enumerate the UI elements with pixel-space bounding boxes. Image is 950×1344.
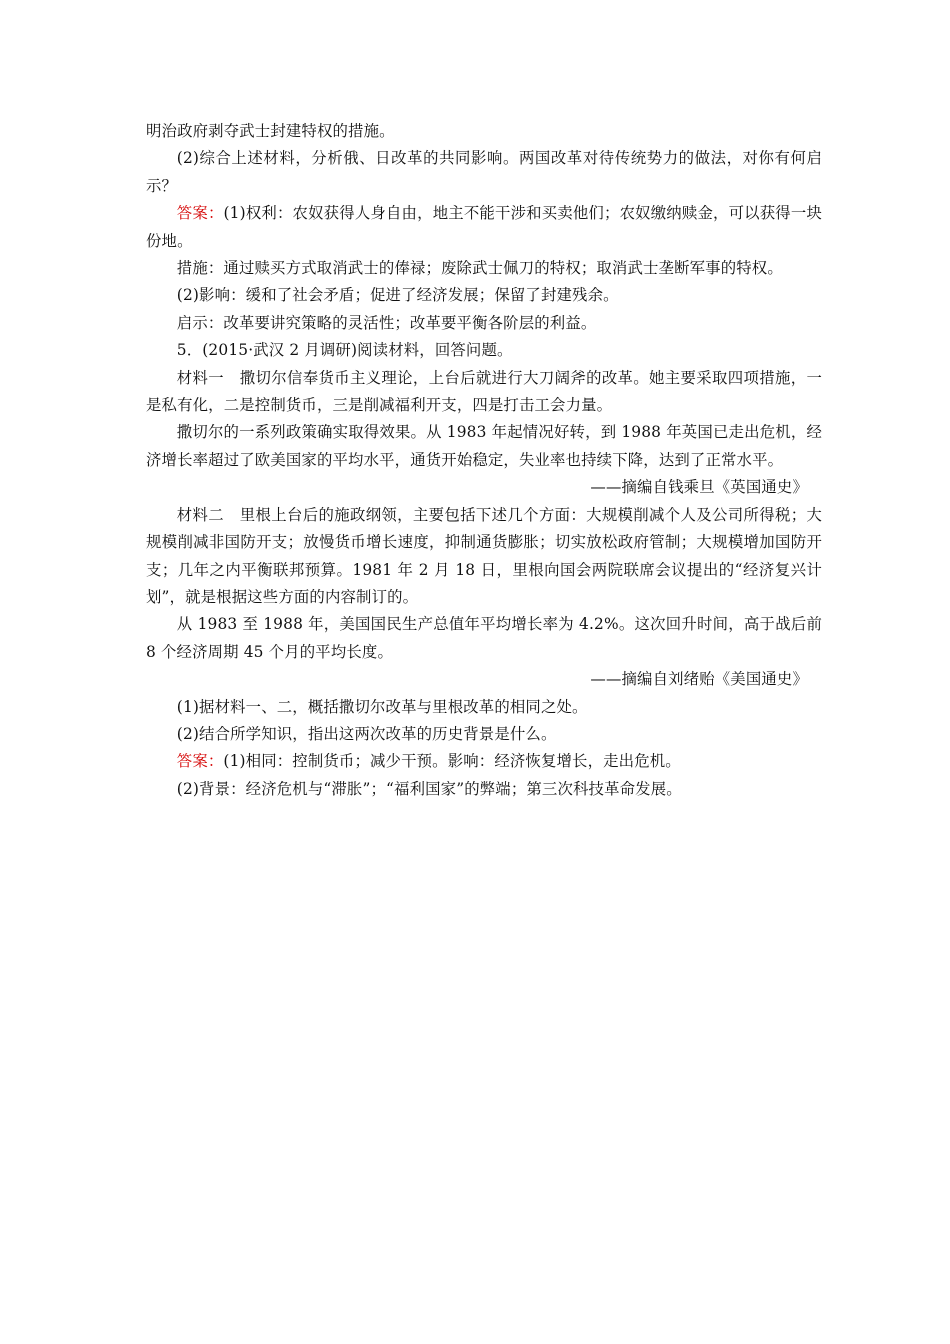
answer-inspiration: 启示：改革要讲究策略的灵活性；改革要平衡各阶层的利益。 [176,313,597,332]
answer-paragraph-2 [146,748,822,775]
answer-label: 答案： [176,752,224,771]
answer-paragraph-1 [146,200,822,255]
answer-measures: 措施：通过赎买方式取消武士的俸禄；废除武士佩刀的特权；取消武士垄断军事的特权。 [176,259,783,278]
document-body [146,118,822,803]
answer-background: (2)背景：经济危机与“滞胀”；“福利国家”的弊端；第三次科技革命发展。 [176,779,682,798]
material-1-continued: 撒切尔的一系列政策确实取得效果。从 1983 年起情况好转，到 1988 年英国已走出危机，经济增长率超过了欧美国家的平均水平，通货开始稳定，失业率也持续下降，达到了正常水平。 [146,423,822,469]
source-citation-1: ——摘编自钱乘旦《英国通史》 [590,478,808,497]
material-1: 材料一 撒切尔信奉货币主义理论，上台后就进行大刀阔斧的改革。她主要采取四项措施，一是私有化，二是控制货币，三是削减福利开支，四是打击工会力量。 [146,368,822,415]
question-5-heading: 5．(2015·武汉 2 月调研)阅读材料，回答问题。 [176,341,513,360]
question-5-1: (1)据材料一、二，概括撒切尔改革与里根改革的相同之处。 [176,697,588,716]
question-2: (2)综合上述材料，分析俄、日改革的共同影响。两国改革对待传统势力的做法，对你有何启示？ [146,149,822,195]
answer-impact: (2)影响：缓和了社会矛盾；促进了经济发展；保留了封建残余。 [176,286,619,305]
paragraph-continuation: 明治政府剥夺武士封建特权的措施。 [146,122,395,140]
answer-label: 答案： [176,204,224,223]
answer-text: (1)权利：农奴获得人身自由，地主不能干涉和买卖他们；农奴缴纳赎金，可以获得一块份地。 [146,204,822,250]
answer-text: (1)相同：控制货币；减少干预。影响：经济恢复增长，走出危机。 [223,752,681,771]
material-2-continued: 从 1983 至 1988 年，美国国民生产总值年平均增长率为 4.2%。这次回升时间，高于战后前 8 个经济周期 45 个月的平均长度。 [146,615,822,661]
source-citation-2: ——摘编自刘绪贻《美国通史》 [590,670,808,689]
question-5-2: (2)结合所学知识，指出这两次改革的历史背景是什么。 [176,724,557,743]
material-2: 材料二 里根上台后的施政纲领，主要包括下述几个方面：大规模削减个人及公司所得税；大规模削减非国防开支；放慢货币增长速度，抑制通货膨胀；切实放松政府管制；大规模增加国防开支；几年之内平衡联邦预算。1981 年 2 月 18 日，里根向国会两院联席会议提出的“经济复兴计划”，就是根据这些方面的内容制订的。 [146,505,822,606]
